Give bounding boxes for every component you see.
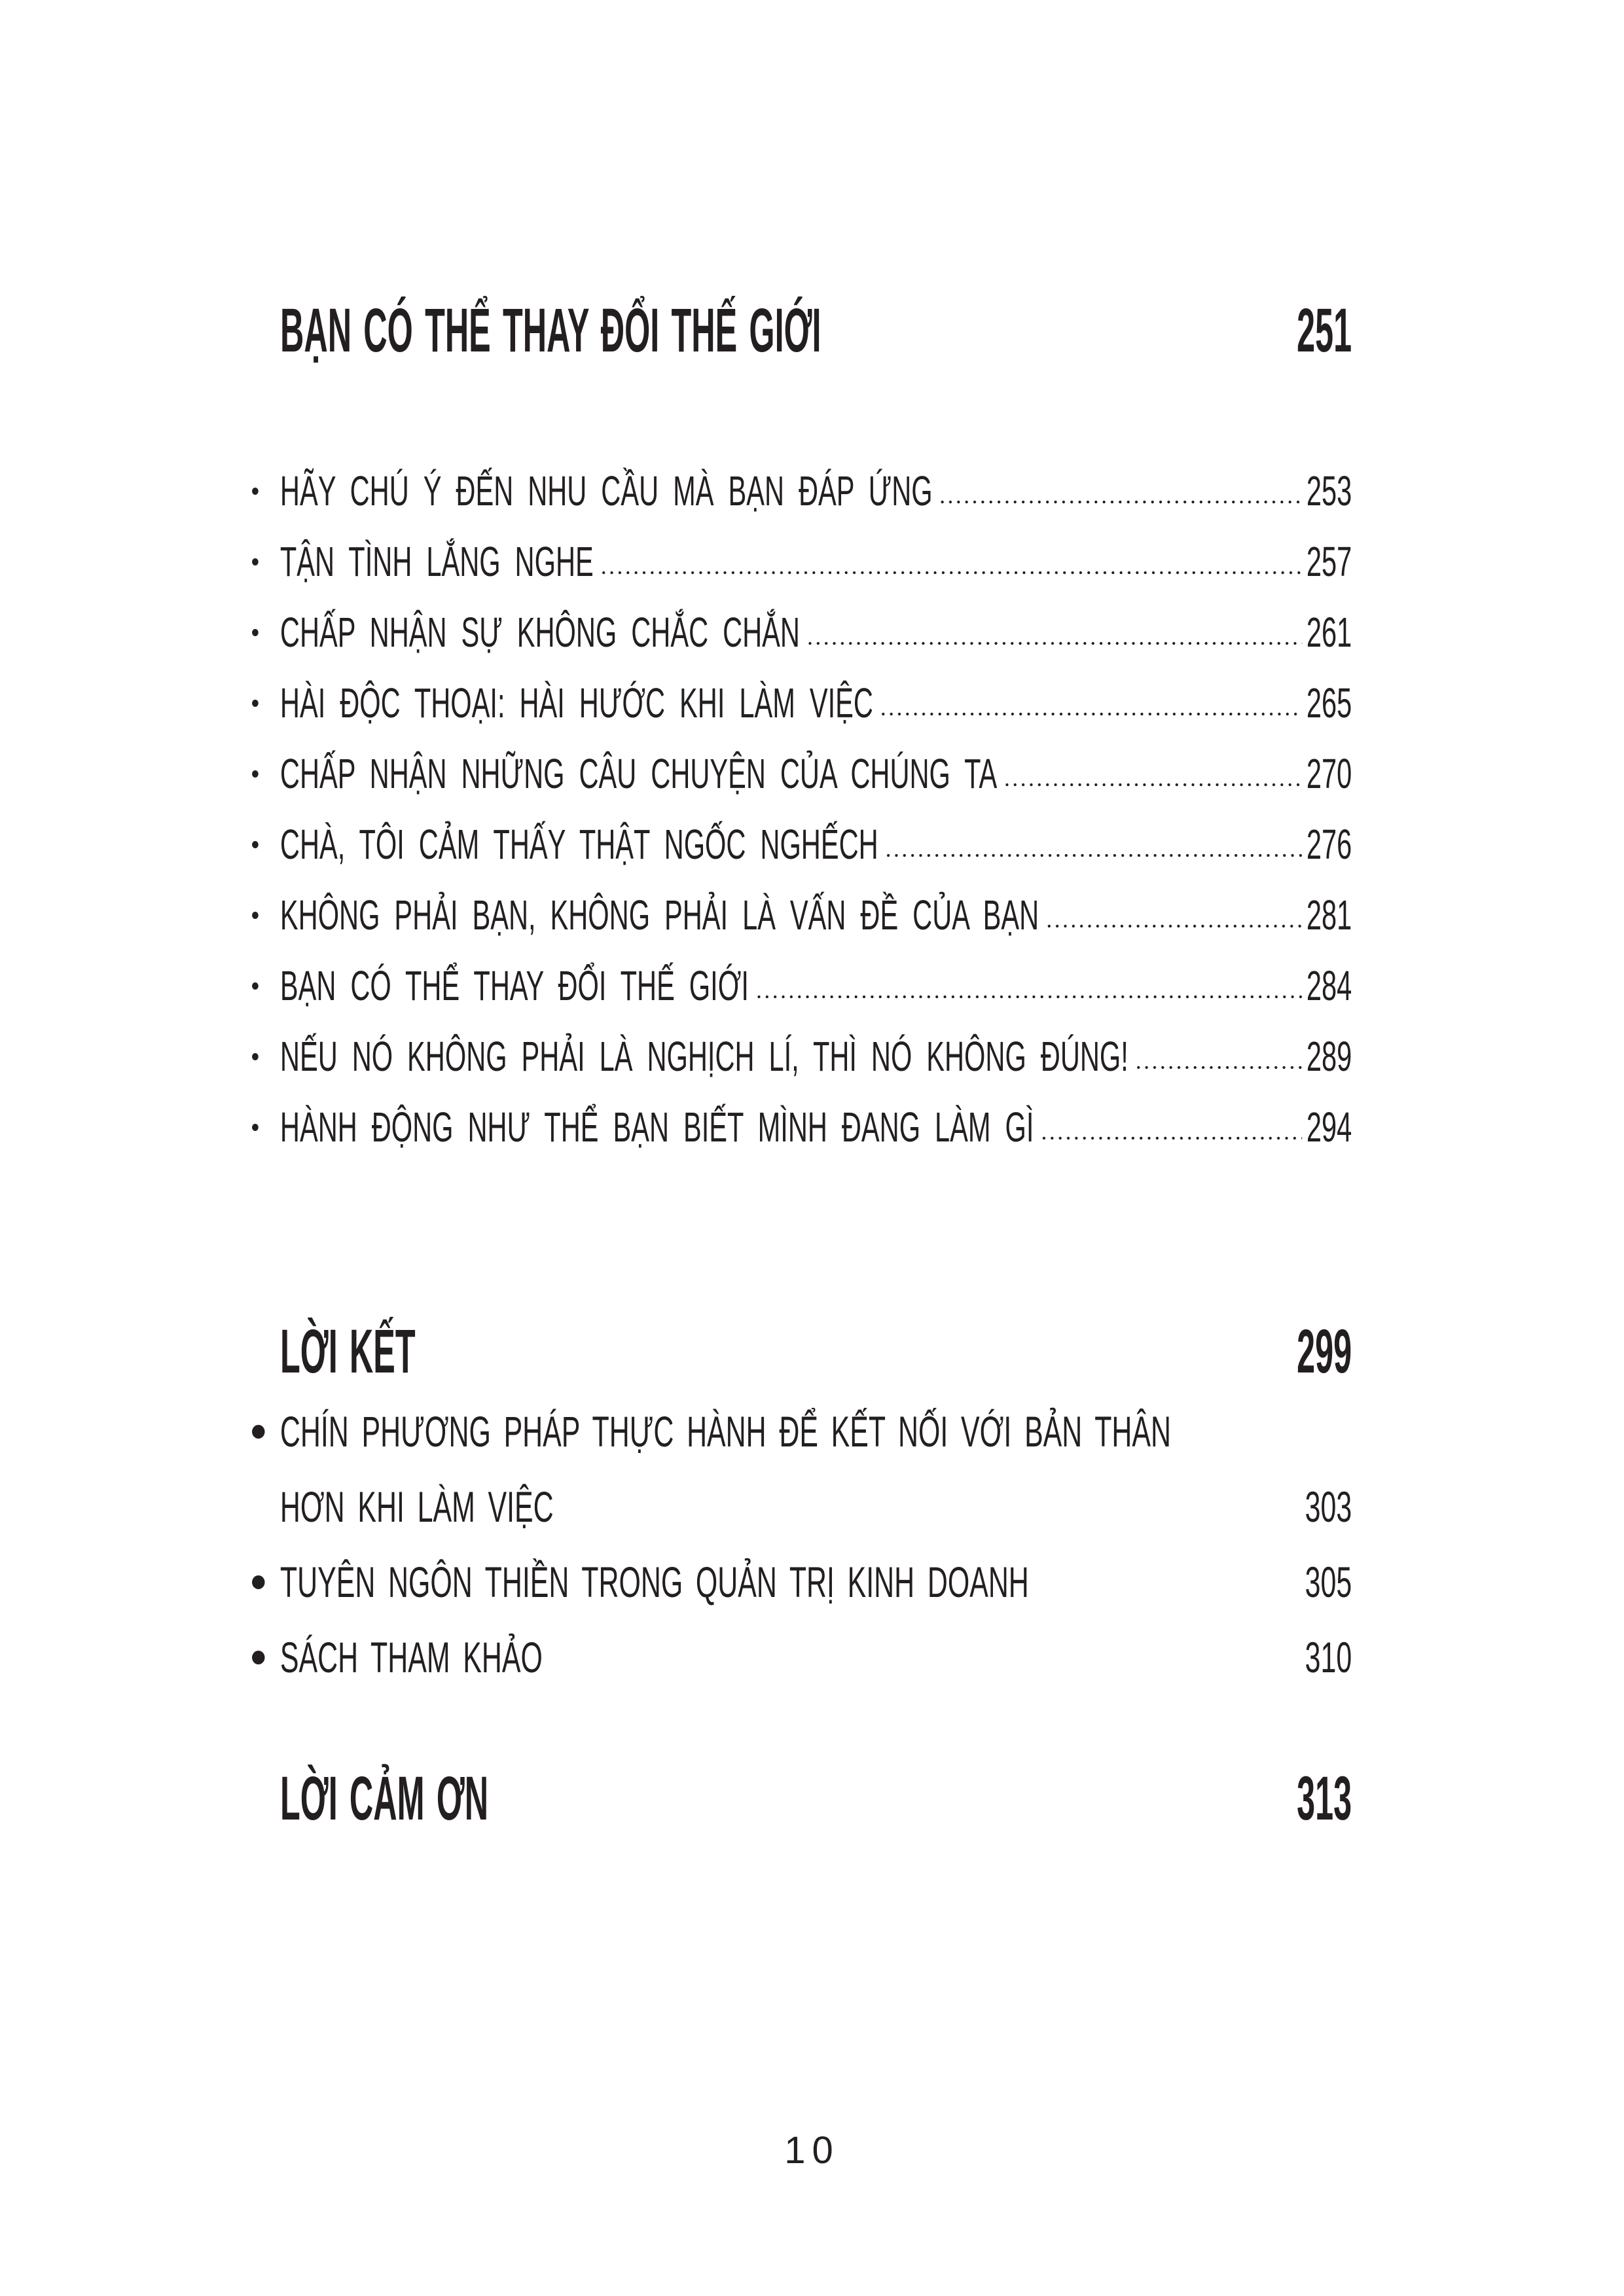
entry-page-number: 289: [1306, 1033, 1352, 1080]
bullet-icon: [252, 629, 259, 636]
dot-leader: [600, 568, 1302, 576]
dot-leader: [884, 851, 1303, 859]
entry-label: SÁCH THAM KHẢO: [280, 1633, 543, 1681]
toc-entry-list: [252, 456, 1352, 1162]
entry-label: HÃY CHÚ Ý ĐẾN NHU CẦU MÀ BẠN ĐÁP ỨNG: [280, 467, 933, 514]
entry-page-number: 281: [1306, 891, 1352, 939]
toc-entry: [252, 526, 1352, 597]
entry-label: CHÀ, TÔI CẢM THẤY THẬT NGỐC NGHẾCH: [280, 821, 878, 868]
toc-entry: [252, 1021, 1352, 1092]
bullet-icon: [252, 912, 259, 919]
entry-label: NẾU NÓ KHÔNG PHẢI LÀ NGHỊCH LÍ, THÌ NÓ KHÔNG ĐÚNG!: [280, 1033, 1128, 1080]
toc-entry: [252, 1092, 1352, 1162]
bullet-icon: [252, 558, 259, 565]
dot-leader: [1040, 1134, 1303, 1141]
bullet-icon: [252, 770, 259, 778]
toc-entry: [252, 1620, 1352, 1695]
entry-page-number: 294: [1306, 1103, 1352, 1151]
dot-leader: [806, 639, 1302, 647]
section-page-number: 251: [1297, 296, 1352, 365]
entry-page-number: 305: [1305, 1558, 1352, 1606]
section-heading: [280, 296, 1352, 365]
toc-entry: [252, 456, 1352, 526]
toc-entry-list: [252, 1394, 1352, 1695]
dot-leader: [939, 497, 1303, 505]
entry-page-number: 261: [1306, 609, 1352, 656]
entry-label: BẠN CÓ THỂ THAY ĐỔI THẾ GIỚI: [280, 962, 749, 1009]
entry-page-number: 303: [1305, 1482, 1352, 1531]
entry-label: KHÔNG PHẢI BẠN, KHÔNG PHẢI LÀ VẤN ĐỀ CỦA BẠN: [280, 891, 1039, 939]
toc-entry: [252, 1394, 1352, 1469]
entry-label: HÀI ĐỘC THOẠI: HÀI HƯỚC KHI LÀM VIỆC: [280, 679, 873, 726]
entry-label: HƠN KHI LÀM VIỆC: [280, 1482, 554, 1531]
section-title: LỜI CẢM ƠN: [280, 1764, 489, 1833]
entry-page-number: 310: [1305, 1633, 1352, 1681]
bullet-icon: [252, 1425, 265, 1439]
entry-label: TẬN TÌNH LẮNG NGHE: [280, 538, 594, 585]
entry-label: HÀNH ĐỘNG NHƯ THỂ BẠN BIẾT MÌNH ĐANG LÀM GÌ: [280, 1103, 1034, 1151]
bullet-icon: [252, 1651, 265, 1664]
entry-page-number: 270: [1306, 750, 1352, 797]
section-heading: [280, 1764, 1352, 1833]
section-title: BẠN CÓ THỂ THAY ĐỔI THẾ GIỚI: [280, 296, 821, 365]
toc-entry: [252, 668, 1352, 738]
dot-leader: [1003, 780, 1302, 788]
bullet-icon: [252, 1053, 259, 1060]
entry-page-number: 253: [1306, 467, 1352, 514]
section-page-number: 313: [1297, 1764, 1352, 1833]
entry-label: CHẤP NHẬN NHỮNG CÂU CHUYỆN CỦA CHÚNG TA: [280, 750, 998, 797]
entry-label: CHẤP NHẬN SỰ KHÔNG CHẮC CHẮN: [280, 609, 800, 656]
toc-entry: [252, 950, 1352, 1021]
section-title: LỜI KẾT: [280, 1317, 416, 1386]
dot-leader: [1045, 922, 1302, 929]
entry-page-number: 257: [1306, 538, 1352, 585]
bullet-icon: [252, 1575, 265, 1589]
footer-page-number: 10: [784, 2129, 840, 2172]
dot-leader: [755, 992, 1302, 1000]
dot-leader: [879, 709, 1302, 717]
entry-page-number: 265: [1306, 679, 1352, 726]
toc-entry-continuation: [252, 1469, 1352, 1545]
section-heading: [280, 1317, 1352, 1386]
entry-label: CHÍN PHƯƠNG PHÁP THỰC HÀNH ĐỂ KẾT NỐI VỚI BẢN THÂN: [280, 1407, 1172, 1456]
toc-entry: [252, 880, 1352, 950]
section-page-number: 299: [1297, 1317, 1352, 1386]
bullet-icon: [252, 841, 259, 848]
entry-label: TUYÊN NGÔN THIỀN TRONG QUẢN TRỊ KINH DOANH: [280, 1558, 1029, 1606]
dot-leader: [1134, 1063, 1302, 1071]
bullet-icon: [252, 488, 259, 495]
entry-page-number: 276: [1306, 821, 1352, 868]
bullet-icon: [252, 982, 259, 990]
toc-entry: [252, 597, 1352, 668]
toc-entry: [252, 738, 1352, 809]
toc-entry: [252, 809, 1352, 880]
bullet-icon: [252, 700, 259, 707]
entry-page-number: 284: [1306, 962, 1352, 1009]
bullet-icon: [252, 1124, 259, 1131]
toc-entry: [252, 1545, 1352, 1620]
